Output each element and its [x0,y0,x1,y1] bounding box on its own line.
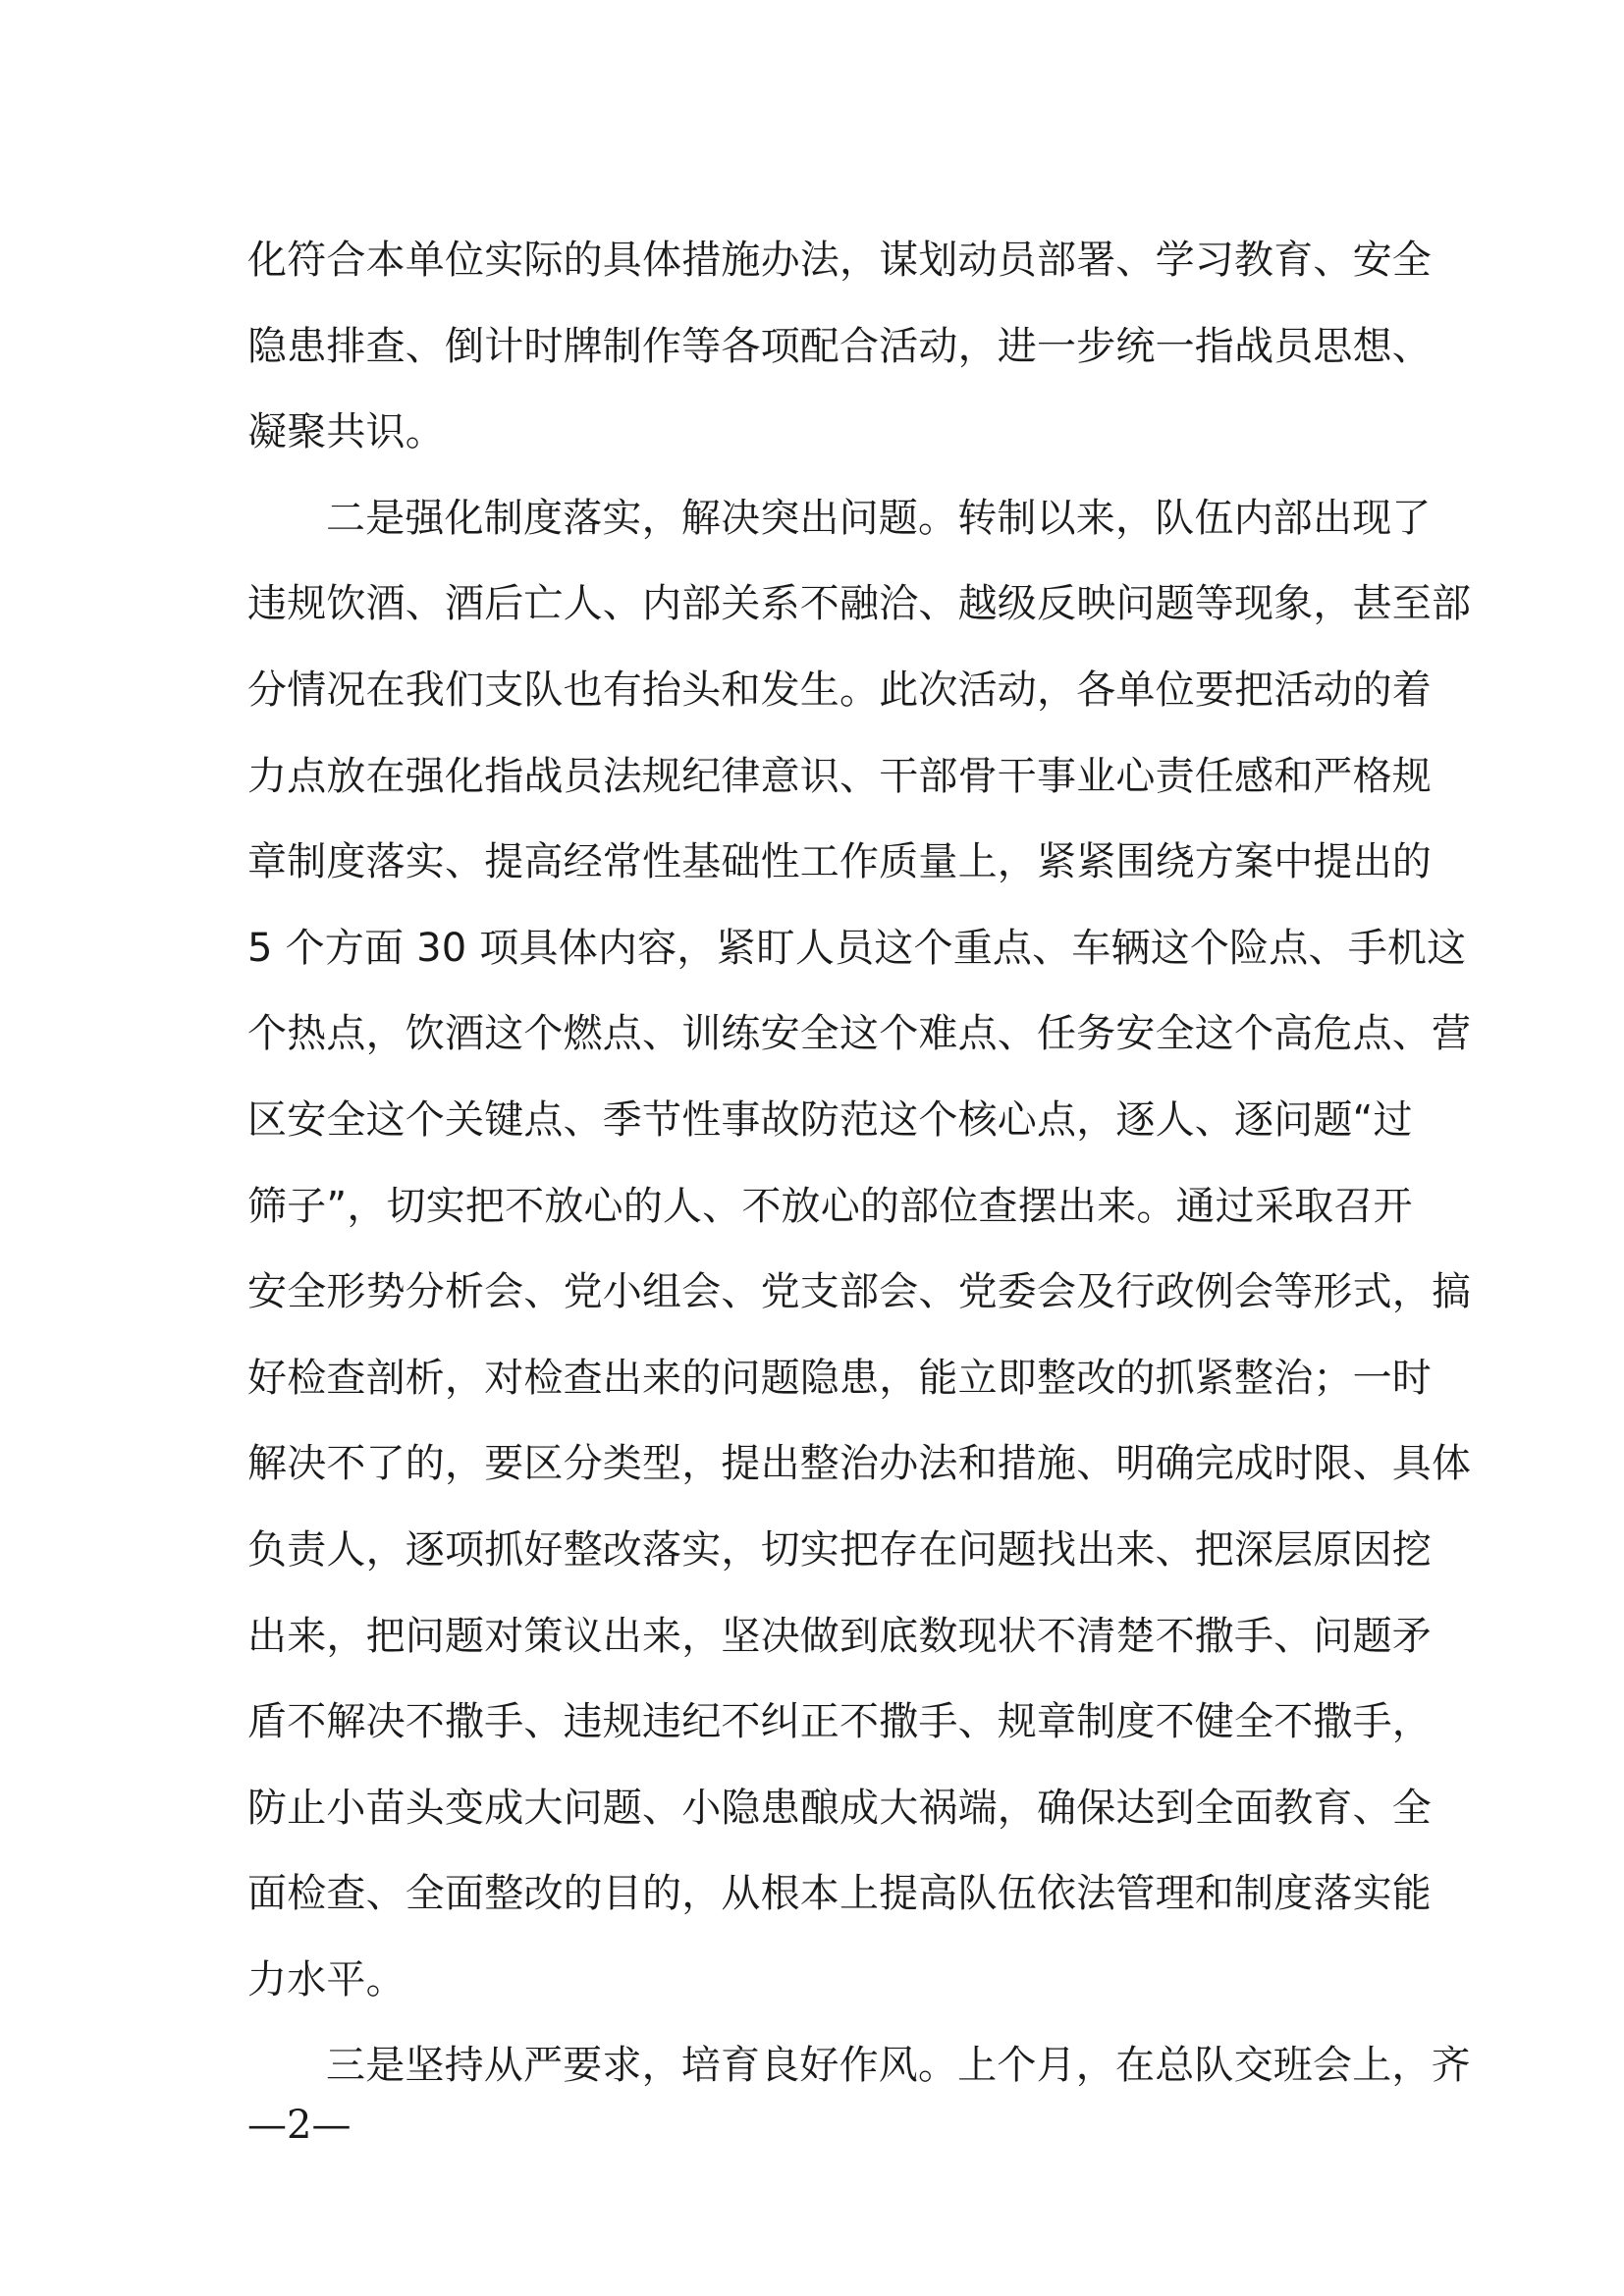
text-line: 力点放在强化指战员法规纪律意识、干部骨干事业心责任感和严格规 [247,753,1432,799]
text-line: 防止小苗头变成大问题、小隐患酿成大祸端，确保达到全面教育、全 [247,1785,1432,1831]
text-line: 个热点，饮酒这个燃点、训练安全这个难点、任务安全这个高危点、营 [247,1011,1472,1057]
text-line: 盾不解决不撒手、违规违纪不纠正不撒手、规章制度不健全不撒手， [247,1699,1432,1745]
text-line: 出来，把问题对策议出来，坚决做到底数现状不清楚不撒手、问题矛 [247,1613,1432,1659]
text-line: 分情况在我们支队也有抬头和发生。此次活动，各单位要把活动的着 [247,667,1432,713]
text-line: 负责人，逐项抓好整改落实，切实把存在问题找出来、把深层原因挖 [247,1526,1432,1573]
paragraph-start-line: 三是坚持从严要求，培育良好作风。上个月，在总队交班会上，齐 [326,2043,1471,2089]
text-line: 解决不了的，要区分类型，提出整治办法和措施、明确完成时限、具体 [247,1441,1472,1487]
text-line: 章制度落实、提高经常性基础性工作质量上，紧紧围绕方案中提出的 [247,839,1432,885]
text-line: 好检查剖析，对检查出来的问题隐患，能立即整改的抓紧整治；一时 [247,1355,1432,1401]
text-line: 区安全这个关键点、季节性事故防范这个核心点，逐人、逐问题“过 [247,1096,1413,1143]
text-line: 安全形势分析会、党小组会、党支部会、党委会及行政例会等形式，搞 [247,1269,1472,1315]
text-line: 面检查、全面整改的目的，从根本上提高队伍依法管理和制度落实能 [247,1871,1432,1917]
text-line: 凝聚共识。 [247,409,445,455]
body-text [247,218,1472,2109]
text-line: 违规饮酒、酒后亡人、内部关系不融洽、越级反映问题等现象，甚至部 [247,581,1472,627]
text-line: 化符合本单位实际的具体措施办法，谋划动员部署、学习教育、安全 [247,238,1432,283]
text-line: 5 个方面 30 项具体内容，紧盯人员这个重点、车辆这个险点、手机这 [247,925,1467,971]
text-line: 力水平。 [247,1956,406,2002]
paragraph-start-line: 二是强化制度落实，解决突出问题。转制以来，队伍内部出现了 [326,495,1432,541]
page-number: —2— [247,2103,352,2148]
text-line: 筛子”，切实把不放心的人、不放心的部位查摆出来。通过采取召开 [247,1183,1413,1229]
text-line: 隐患排查、倒计时牌制作等各项配合活动，进一步统一指战员思想、 [247,323,1432,369]
